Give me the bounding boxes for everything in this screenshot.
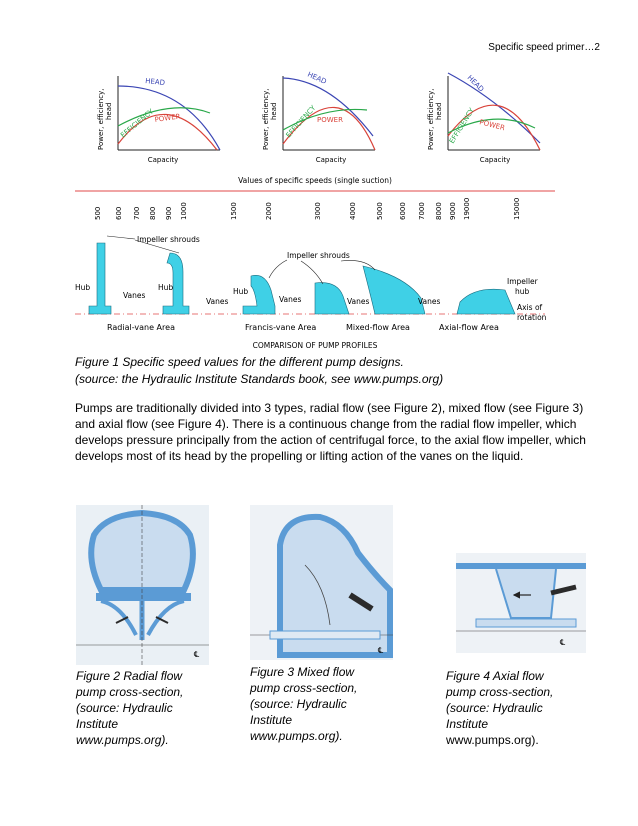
caption-line: (source: the Hydraulic Institute Standards book, see www.pumps.org)	[75, 372, 444, 386]
speed-tick: 500	[94, 206, 102, 220]
performance-curve-panel-francis	[262, 71, 375, 164]
impeller-profiles	[75, 235, 547, 350]
y-axis-label: head	[270, 102, 278, 120]
speed-tick: 5000	[376, 202, 384, 220]
centerline-mark: ℄	[560, 638, 566, 647]
impeller-hub-label: Impeller	[507, 277, 538, 286]
speed-tick: 700	[133, 206, 141, 220]
page-header: Specific speed primer…2	[488, 42, 600, 53]
power-label: POWER	[478, 118, 506, 133]
area-label-mixed: Mixed-flow Area	[346, 323, 410, 332]
specific-speed-axis-title: Values of specific speeds (single suction)	[238, 176, 392, 185]
body-paragraph: Pumps are traditionally divided into 3 types, radial flow (see Figure 2), mixed flow (see Figure 3) and axial flow (see Figure 4). There is a continuous change from the radial flow impeller, which develops pressure principally from the action of centrifugal force, to the axial flow impeller, which develops most of its head by the propelling or lifting action of the vanes on the liquid.	[75, 401, 586, 463]
y-axis-label: head	[105, 102, 113, 120]
impeller-hub-label: hub	[515, 287, 530, 296]
vanes-label: Vanes	[279, 295, 302, 304]
caption-line: pump cross-section,	[76, 685, 184, 699]
comparison-title: COMPARISON OF PUMP PROFILES	[252, 341, 378, 350]
speed-tick: 15000	[513, 197, 521, 220]
area-label-francis: Francis-vane Area	[245, 323, 317, 332]
figure-1-caption	[75, 354, 595, 388]
speed-tick: 6000	[399, 202, 407, 220]
caption-line: (source: Hydraulic	[446, 701, 543, 715]
performance-curve-panel-radial	[97, 76, 220, 164]
hub-label: Hub	[233, 287, 249, 296]
caption-line: (source: Hydraulic	[76, 701, 173, 715]
hub-label: Hub	[158, 283, 174, 292]
figure-2-caption	[76, 668, 216, 748]
speed-tick: 1500	[230, 202, 238, 220]
caption-line: Institute	[76, 717, 119, 731]
head-label: HEAD	[306, 70, 328, 86]
x-axis-label: Capacity	[479, 156, 511, 164]
figure-3-mixed-flow-cross-section	[250, 505, 393, 660]
caption-line: (source: Hydraulic	[250, 697, 347, 711]
impeller-shrouds-label: Impeller shrouds	[287, 251, 350, 260]
speed-tick: 600	[115, 206, 123, 220]
power-label: POWER	[317, 116, 343, 124]
area-label-axial: Axial-flow Area	[439, 323, 499, 332]
speed-tick: 7000	[418, 202, 426, 220]
y-axis-label: head	[435, 102, 443, 120]
axis-of-rotation-label: Axis of	[517, 303, 543, 312]
speed-tick: 1000	[180, 202, 188, 220]
power-label: POWER	[154, 112, 181, 124]
head-label: HEAD	[144, 77, 166, 88]
centerline-mark: ℄	[194, 650, 200, 659]
caption-line: Figure 4 Axial flow	[446, 669, 544, 683]
figure-1-specific-speed-diagram	[75, 58, 555, 353]
efficiency-label: EFFICIENCY	[447, 106, 477, 146]
mixed-flow-impeller	[363, 266, 425, 314]
vanes-label: Vanes	[418, 297, 441, 306]
speed-tick: 2000	[265, 202, 273, 220]
caption-line: Institute	[250, 713, 293, 727]
performance-curve-panel-mixed	[427, 73, 540, 164]
axial-flow-impeller	[457, 289, 515, 314]
speed-tick: 9000	[449, 202, 457, 220]
head-label: HEAD	[465, 73, 486, 94]
speed-tick: 800	[149, 206, 157, 220]
speed-tick: 3000	[314, 202, 322, 220]
efficiency-label: EFFICIENCY	[284, 104, 318, 140]
x-axis-label: Capacity	[147, 156, 179, 164]
caption-line: Figure 2 Radial flow	[76, 669, 183, 683]
specific-speed-ticks	[94, 198, 521, 220]
figure-2-radial-flow-cross-section	[76, 505, 209, 665]
y-axis-label: Power, efficiency,	[97, 88, 105, 150]
vanes-label: Vanes	[123, 291, 146, 300]
vanes-label: Vanes	[347, 297, 370, 306]
radial-impeller-1	[89, 243, 111, 314]
speed-tick: 900	[165, 206, 173, 220]
caption-line: www.pumps.org).	[250, 729, 343, 743]
x-axis-label: Capacity	[315, 156, 347, 164]
speed-tick: 8000	[435, 202, 443, 220]
figure-3-caption	[250, 664, 390, 744]
caption-line: Figure 1 Specific speed values for the different pump designs.	[75, 355, 404, 369]
hub-label: Hub	[75, 283, 91, 292]
vanes-label: Vanes	[206, 297, 229, 306]
impeller-shrouds-label: Impeller shrouds	[137, 235, 200, 244]
caption-line: www.pumps.org).	[446, 733, 539, 747]
centerline-mark: ℄	[378, 646, 384, 655]
caption-line: Institute	[446, 717, 489, 731]
y-axis-label: Power, efficiency,	[262, 88, 270, 150]
speed-tick: 19000	[463, 197, 471, 220]
caption-line: pump cross-section,	[446, 685, 554, 699]
figure-4-caption	[446, 668, 596, 748]
speed-tick: 4000	[349, 202, 357, 220]
area-label-radial: Radial-vane Area	[107, 323, 175, 332]
caption-line: Figure 3 Mixed flow	[250, 665, 355, 679]
axis-of-rotation-label: rotation	[517, 313, 547, 322]
caption-line: www.pumps.org).	[76, 733, 169, 747]
y-axis-label: Power, efficiency,	[427, 88, 435, 150]
figure-4-axial-flow-cross-section	[456, 553, 586, 653]
francis-impeller-2	[315, 283, 349, 314]
caption-line: pump cross-section,	[250, 681, 358, 695]
efficiency-label: EFFICIENCY	[119, 107, 156, 140]
